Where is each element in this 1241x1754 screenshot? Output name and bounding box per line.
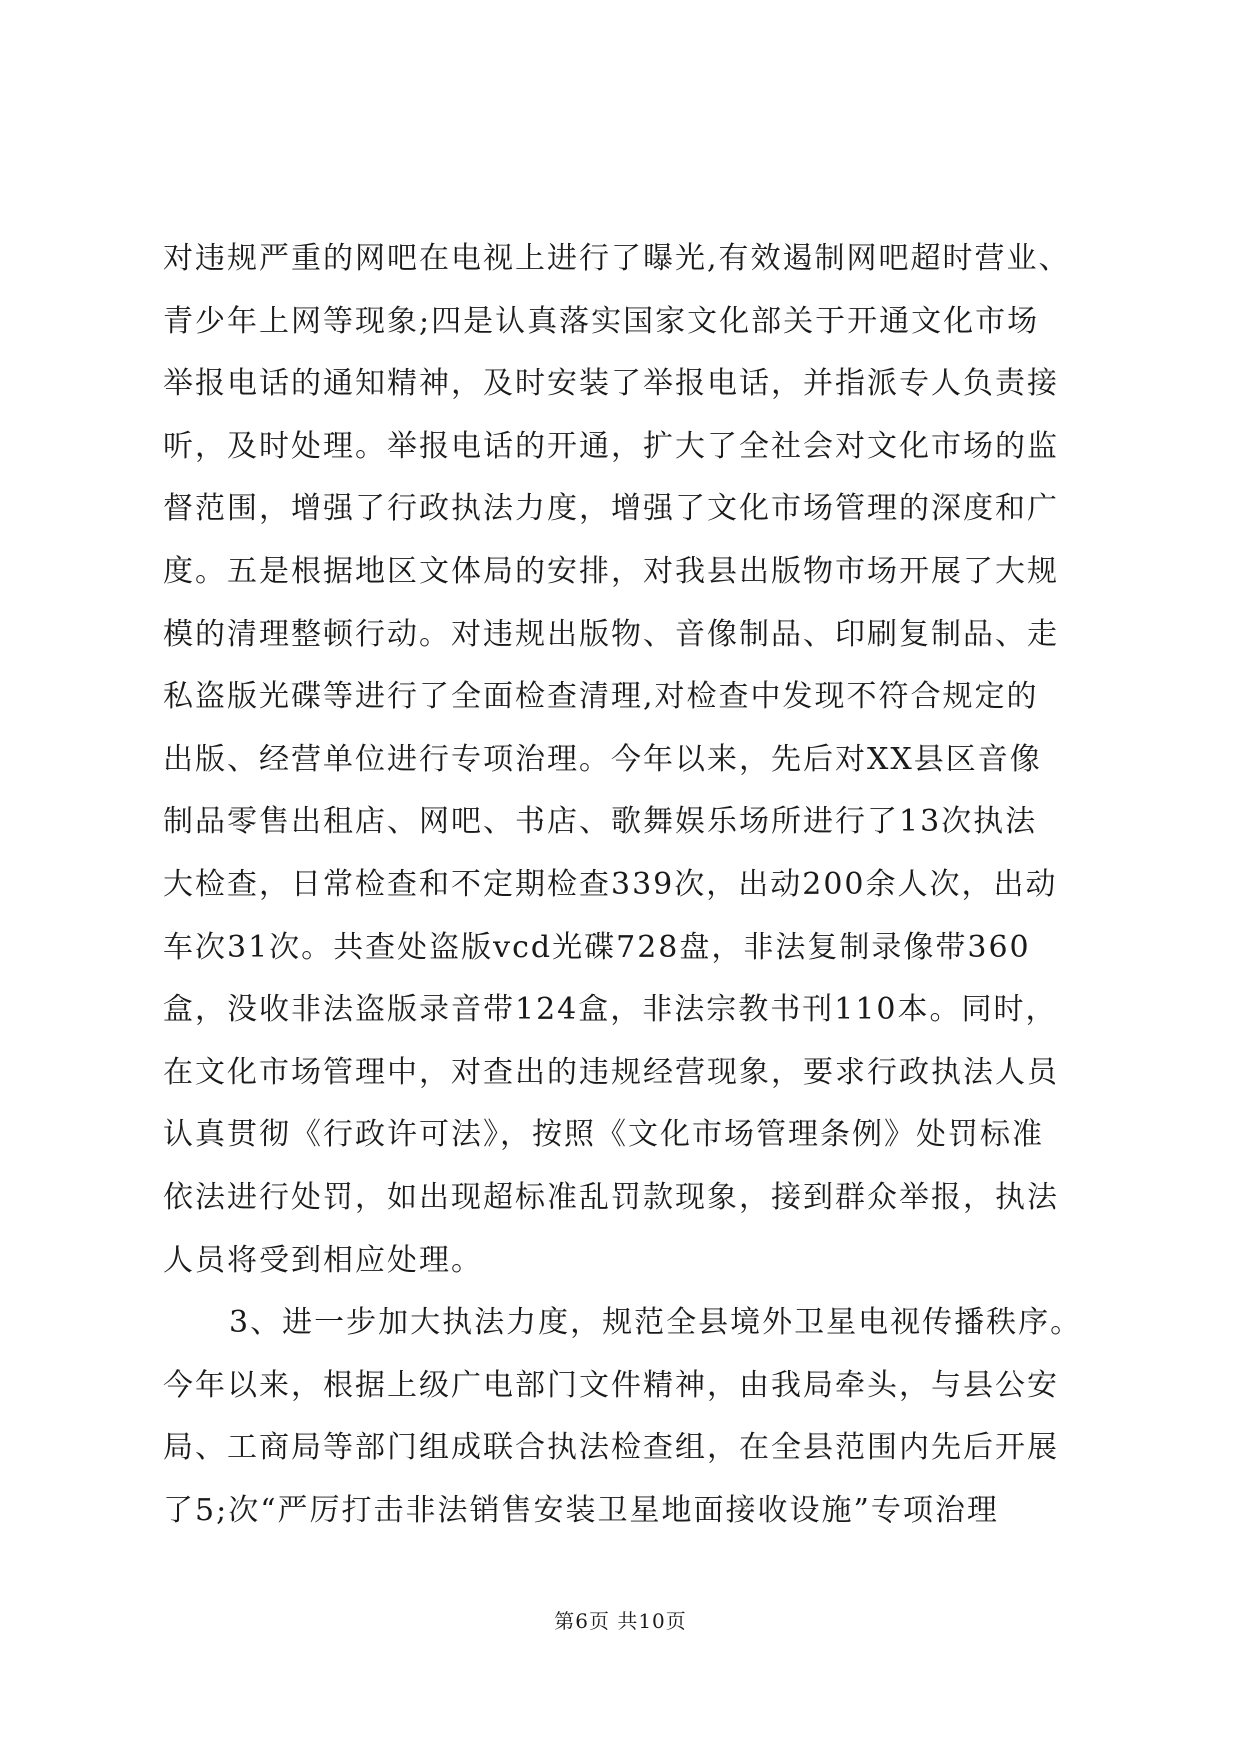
text-line: 认真贯彻《行政许可法》，按照《文化市场管理条例》处罚标准 [163,1117,1044,1153]
text-line: 度。五是根据地区文体局的安排，对我县出版物市场开展了大规 [163,553,1059,589]
text-line: 在文化市场管理中，对查出的违规经营现象，要求行政执法人员 [163,1054,1059,1090]
text-line: 出版、经营单位进行专项治理。今年以来，先后对XX县区音像 [163,741,1042,777]
text-line: 听，及时处理。举报电话的开通，扩大了全社会对文化市场的监 [163,428,1059,464]
text-line: 人员将受到相应处理。 [163,1242,483,1278]
text-line: 大检查，日常检查和不定期检查339次，出动200余人次，出动 [163,866,1058,902]
page-footer: 第6页 共10页 [554,1609,687,1633]
text-line: 车次31次。共查处盗版vcd光碟728盘，非法复制录像带360 [163,929,1031,965]
text-line: 青少年上网等现象;四是认真落实国家文化部关于开通文化市场 [163,303,1040,339]
body-text [163,228,1093,1542]
text-line: 督范围，增强了行政执法力度，增强了文化市场管理的深度和广 [163,491,1059,527]
paragraph-start-line: 3、进一步加大执法力度，规范全县境外卫星电视传播秩序。 [229,1305,1083,1341]
text-line: 模的清理整顿行动。对违规出版物、音像制品、印刷复制品、走 [163,616,1059,652]
text-line: 对违规严重的网吧在电视上进行了曝光,有效遏制网吧超时营业、 [163,241,1071,276]
text-line: 制品零售出租店、网吧、书店、歌舞娱乐场所进行了13次执法 [163,804,1038,840]
text-line: 盒，没收非法盗版录音带124盒，非法宗教书刊110本。同时， [163,992,1058,1028]
text-line: 依法进行处罚，如出现超标准乱罚款现象，接到群众举报，执法 [163,1179,1059,1215]
text-line: 局、工商局等部门组成联合执法检查组，在全县范围内先后开展 [163,1430,1059,1466]
text-line: 了5;次“严厉打击非法销售安装卫星地面接收设施”专项治理 [163,1492,999,1528]
text-line: 举报电话的通知精神，及时安装了举报电话，并指派专人负责接 [163,366,1059,402]
text-line: 私盗版光碟等进行了全面检查清理,对检查中发现不符合规定的 [163,679,1039,715]
text-line: 今年以来，根据上级广电部门文件精神，由我局牵头，与县公安 [163,1367,1059,1403]
